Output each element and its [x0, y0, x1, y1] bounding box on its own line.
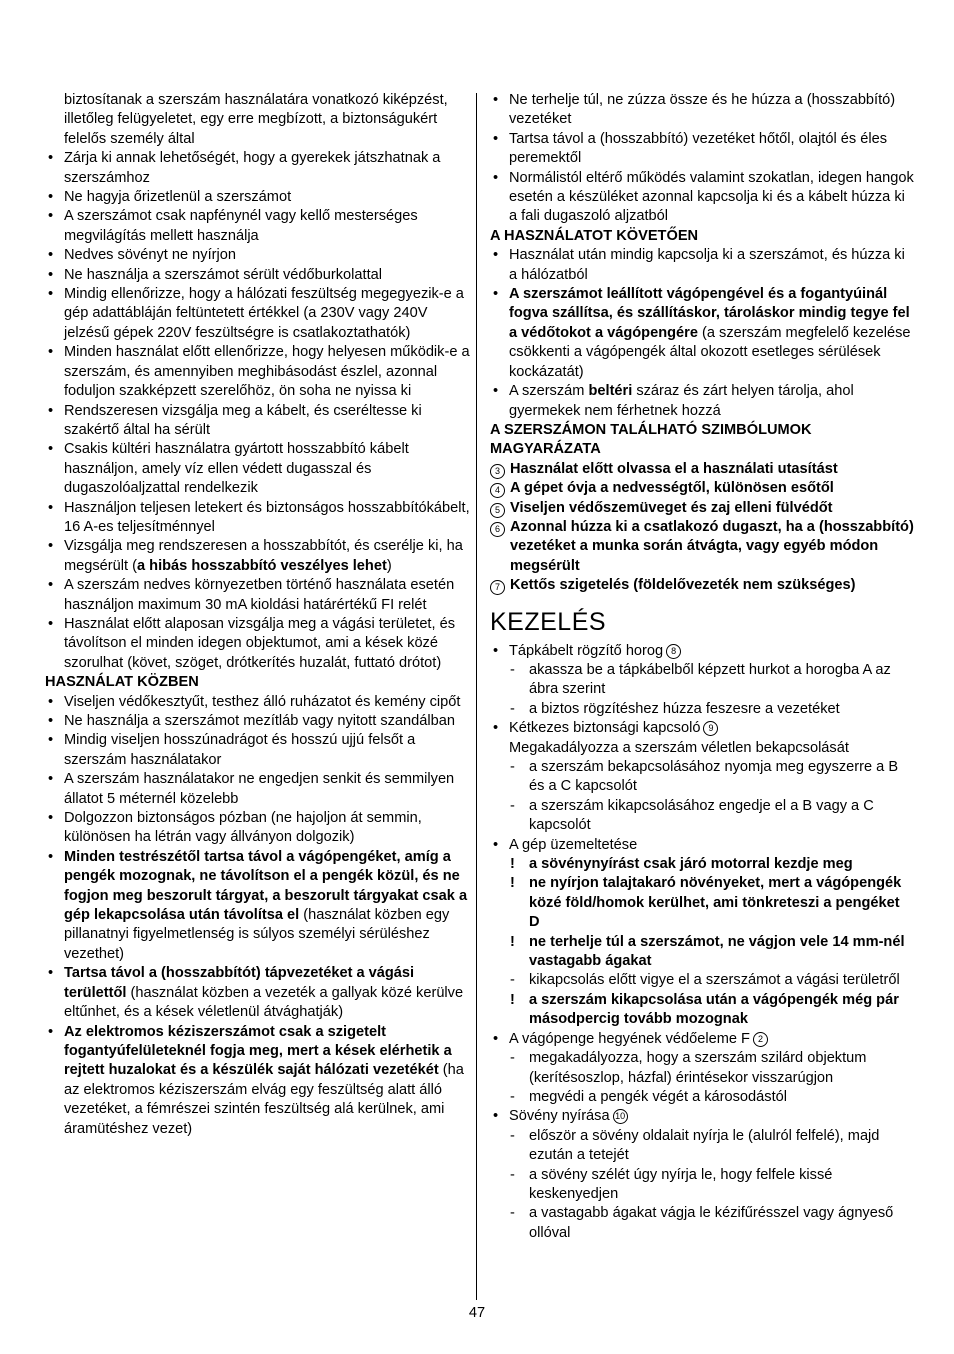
text: (használat közben a vezeték a gallyak közé kerülve eltűnhet, és a kések véletlenül átvághatják)	[64, 984, 464, 1021]
number-circle-icon: 10	[613, 1109, 628, 1124]
number-circle-icon: 9	[703, 721, 718, 736]
text: (használat közben egy pillanatnyi figyelmetlenség is súlyos személyi sérüléshez vezethet)	[64, 907, 450, 962]
list-item: • Csakis kültéri használatra gyártott hosszabbító kábelt használjon, amely víz ellen védett dugasszal és dugaszolóaljzattal rendelkezik	[45, 440, 470, 498]
number-circle-icon: 3	[490, 464, 505, 479]
symbol-item	[490, 576, 914, 595]
bold-text: Minden testrészétől tartsa távol a vágópengéket, amíg a pengék mozognak, ne távolítson el a pengék közül, és ne fogjon meg beszorult tárgyat, a beszorult tárgyakat csak a gép lekapcsolása után távolítsa el	[64, 848, 468, 924]
list-item: • Használat előtt alaposan vizsgálja meg a vágási területet, és távolítson el minden idegen objektumot, ami a kések közé szorulhat (követ, szöget, drótkerítés huzalát, futtató drótot)	[45, 615, 470, 673]
list-item-operation: • A gép üzemeltetése	[490, 836, 914, 855]
list-item-storage	[490, 382, 914, 421]
symbol-text: Kettős szigetelés (földelővezeték nem szükséges)	[510, 577, 856, 594]
list-item: • A szerszám nedves környezetben történő használata esetén használjon maximum 30 mA kioldási határértékű FI relét	[45, 576, 470, 615]
list-item-tip-guard	[490, 1030, 914, 1049]
description-text: Megakadályozza a szerszám véletlen bekapcsolását	[509, 739, 849, 756]
text: száraz és zárt helyen tárolja, ahol gyermekek nem férhetnek hozzá	[509, 383, 854, 419]
page-number: 47	[468, 1305, 486, 1321]
number-circle-icon: 7	[490, 580, 505, 595]
list-item-hook	[490, 642, 914, 661]
bold-text: Az elektromos kéziszerszámot csak a szigetelt fogantyúfelületeknél fogja meg, mert a kések elérhetik a rejtett huzalokat és a készülék saját hálózati vezetékét	[64, 1023, 452, 1079]
list-item-extension-cord	[45, 537, 470, 576]
number-circle-icon: 4	[490, 483, 505, 498]
sub-item: - megakadályozza, hogy a szerszám szilárd objektum (kerítésoszlop, házfal) érintésekor visszarúgjon	[490, 1049, 914, 1088]
list-item: • Használat után mindig kapcsolja ki a szerszámot, és húzza ki a hálózatból	[490, 246, 914, 285]
list-item-switch	[490, 719, 914, 738]
warning-item: ! a sövénynyírást csak járó motorral kezdje meg	[490, 855, 914, 874]
number-circle-icon: 2	[753, 1032, 768, 1047]
symbol-item	[490, 518, 914, 576]
sub-item: - megvédi a pengék végét a károsodástól	[490, 1088, 914, 1107]
text: Sövény nyírása	[509, 1108, 610, 1125]
text: Vizsgálja meg rendszeresen a hosszabbítót, és cserélje ki, ha megsérült (	[64, 538, 463, 574]
list-item: • Dolgozzon biztonságos pózban (ne hajoljon át semmin, különösen ha létrán vagy állványon dolgozik)	[45, 809, 470, 848]
column-divider	[476, 93, 477, 1300]
list-item: • Viseljen védőkesztyűt, testhez álló ruházatot és kemény cipőt	[45, 693, 470, 712]
sub-item: - kikapcsolás előtt vigye el a szerszámot a vágási területről	[490, 971, 914, 990]
sub-item: - először a sövény oldalait nyírja le (alulról felfelé), majd ezután a tetejét	[490, 1127, 914, 1166]
symbol-text: Viseljen védőszemüveget és zaj elleni fülvédőt	[510, 499, 833, 516]
list-item: • Ne hagyja őrizetlenül a szerszámot	[45, 188, 470, 207]
symbol-item	[490, 479, 914, 498]
list-item: • Ne használja a szerszámot sérült védőburkolattal	[45, 266, 470, 285]
bold-text: Tartsa távol a (hosszabbítót) tápvezetéket a vágási területtől	[64, 965, 415, 1001]
sub-item: - a vastagabb ágakat vágja le kézifűrésszel vagy ágnyeső ollóval	[490, 1204, 914, 1243]
number-circle-icon: 8	[666, 644, 681, 659]
list-item: • Rendszeresen vizsgálja meg a kábelt, és cseréltesse ki szakértő által ha sérült	[45, 402, 470, 441]
list-item-transport	[490, 285, 914, 382]
list-item: • Minden használat előtt ellenőrizze, hogy helyesen működik-e a szerszám, és amennyiben meghibásodást észlel, azonnal foduljon szakképzett szerelőhöz, ön soha ne nyissa ki	[45, 343, 470, 401]
sub-item: - a szerszám bekapcsolásához nyomja meg egyszerre a B és a C kapcsolót	[490, 758, 914, 797]
symbol-text: Azonnal húzza ki a csatlakozó dugaszt, ha a (hosszabbító) vezetéket a munka során átvágta, vagy egyéb módon megsérült	[510, 518, 914, 574]
warning-item: ! ne nyírjon talajtakaró növényeket, mert a vágópengék közé föld/homok kerülhet, ami tönkreteszi a pengéket D	[490, 874, 914, 932]
list-item: • Használjon teljesen letekert és biztonságos hosszabbítókábelt, 16 A-es teljesítménnyel	[45, 499, 470, 538]
text: A szerszám	[509, 383, 589, 400]
list-item: • Mindig ellenőrizze, hogy a hálózati feszültség megegyezik-e a gép adattábláján feltüntetett értékkel (a 230V vagy 240V jelzésű gépek 220V feszültségre is csatlakoztathatók)	[45, 285, 470, 343]
warning-item: ! a szerszám kikapcsolása után a vágópengék még pár másodpercig tovább mozognak	[490, 991, 914, 1030]
section-title: KEZELÉS	[490, 607, 607, 636]
list-item: • Mindig viseljen hosszúnadrágot és hosszú ujjú felsőt a szerszám használatakor	[45, 731, 470, 770]
list-item: • Zárja ki annak lehetőségét, hogy a gyerekek játszhatnak a szerszámhoz	[45, 149, 470, 188]
list-item-hedge	[490, 1107, 914, 1126]
text: Kétkezes biztonsági kapcsoló	[509, 720, 701, 737]
sub-item: - akassza be a tápkábelből képzett hurkot a horogba A az ábra szerint	[490, 661, 914, 700]
text: Tápkábelt rögzítő horog	[509, 642, 664, 659]
symbol-item	[490, 499, 914, 518]
list-item: • Ne használja a szerszámot mezítláb vagy nyitott szandálban	[45, 712, 470, 731]
section-heading: A SZERSZÁMON TALÁLHATÓ SZIMBÓLUMOK MAGYARÁZATA	[490, 421, 812, 458]
sub-item: - a szerszám kikapcsolásához engedje el a B vagy a C kapcsolót	[490, 797, 914, 836]
number-circle-icon: 5	[490, 503, 505, 518]
list-item: • Nedves sövényt ne nyírjon	[45, 246, 470, 265]
sub-item: - a sövény szélét úgy nyírja le, hogy felfele kissé keskenyedjen	[490, 1166, 914, 1205]
sub-item: - a biztos rögzítéshez húzza feszesre a vezetéket	[490, 700, 914, 719]
intro-text: biztosítanak a szerszám használatára vonatkozó kiképzést, illetőleg felügyeletet, egy erre megbízott, a biztonságukért felelős személy által	[64, 92, 448, 147]
text: (ha az elektromos kéziszerszám elvág egy feszültség alatt álló vezetéket, a fémrészei szintén feszültség alá kerülnek, ami áramütéshez vezet)	[64, 1062, 464, 1137]
section-heading: HASZNÁLAT KÖZBEN	[45, 674, 199, 691]
text: )	[386, 557, 392, 574]
text: (a szerszám megfelelő kezelése csökkenti a vágópengék által okozott esetleges sérülések kockázatát)	[509, 324, 911, 380]
list-item: • Ne terhelje túl, ne zúzza össze és he húzza a (hosszabbító) vezetéket	[490, 91, 914, 130]
bold-text: beltéri	[588, 383, 633, 400]
bold-text: A szerszámot leállított vágópengével és a fogantyúinál fogva szállítsa, és szállításkor, tároláskor mindig tegye fel a védőtokot a vágópengére	[509, 286, 910, 341]
list-item: • A szerszámot csak napfénynél vagy kellő mesterséges megvilágítás mellett használja	[45, 207, 470, 246]
symbol-text: A gépet óvja a nedvességtől, különösen esőtől	[510, 480, 834, 497]
left-column	[45, 91, 470, 1139]
list-item: • Normálistól eltérő működés valamint szokatlan, idegen hangok esetén a készüléket azonnal kapcsolja ki és a kábelt húzza ki a fali dugaszoló aljzatból	[490, 169, 914, 227]
list-item: • A szerszám használatakor ne engedjen senkit és semmilyen állatot 5 méternél közelebb	[45, 770, 470, 809]
number-circle-icon: 6	[490, 522, 505, 537]
text: A vágópenge hegyének védőeleme F	[509, 1030, 750, 1047]
section-heading: A HASZNÁLATOT KÖVETŐEN	[490, 227, 699, 244]
list-item: • Tartsa távol a (hosszabbító) vezetéket hőtől, olajtól és éles peremektől	[490, 130, 914, 169]
list-item-grip	[45, 1023, 470, 1139]
symbol-item	[490, 460, 914, 479]
warning-item: ! ne terhelje túl a szerszámot, ne vágjon vele 14 mm-nél vastagabb ágakat	[490, 933, 914, 972]
right-column	[490, 91, 914, 1243]
symbol-text: Használat előtt olvassa el a használati utasítást	[510, 460, 838, 477]
list-item-blades	[45, 848, 470, 964]
list-item-cable	[45, 964, 470, 1022]
bold-text: a hibás hosszabbító veszélyes lehet	[137, 557, 387, 574]
